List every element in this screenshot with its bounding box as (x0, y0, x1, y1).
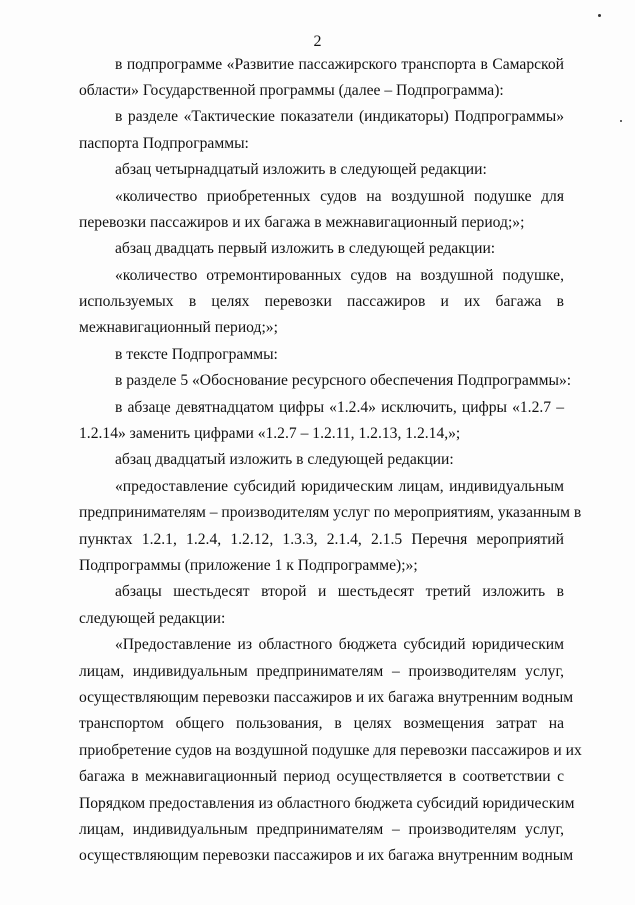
paragraph-line: приобретение судов на воздушной подушке для перевозки пассажиров и их (79, 742, 582, 759)
paragraph-line: лицам, индивидуальным предпринимателям – производителям услуг, (79, 821, 564, 838)
paragraph-line: используемых в целях перевозки пассажиров и их багажа в (79, 293, 564, 310)
paragraph-line: перевозки пассажиров и их багажа в межнавигационный период;»; (79, 214, 525, 231)
paragraph-line: лицам, индивидуальным предпринимателям – производителям услуг, (79, 663, 564, 680)
paragraph-line: в абзаце девятнадцатом цифры «1.2.4» исключить, цифры «1.2.7 – (115, 399, 564, 416)
page-number: 2 (313, 33, 322, 50)
paragraph-line: области» Государственной программы (далее – Подпрограмма): (79, 82, 504, 99)
paragraph-line: в тексте Подпрограммы: (115, 346, 278, 363)
paragraph-line: 1.2.14» заменить цифрами «1.2.7 – 1.2.11, 1.2.13, 1.2.14,»; (79, 425, 461, 442)
scan-speck (620, 120, 622, 122)
paragraph-line: в подпрограмме «Развитие пассажирского транспорта в Самарской (115, 56, 564, 73)
paragraph-line: межнавигационный период;»; (79, 319, 278, 336)
scan-speck (598, 14, 601, 17)
paragraph-line: «предоставление субсидий юридическим лицам, индивидуальным (115, 478, 564, 495)
paragraph-line: Подпрограммы (приложение 1 к Подпрограмме);»; (79, 557, 418, 574)
paragraph-line: багажа в межнавигационный период осуществляется в соответствии с (79, 768, 564, 785)
paragraph-line: абзацы шестьдесят второй и шестьдесят третий изложить в (115, 583, 564, 600)
paragraph-line: предпринимателям – производителям услуг по мероприятиям, указанным в (79, 504, 582, 521)
paragraph-line: в разделе 5 «Обоснование ресурсного обеспечения Подпрограммы»: (115, 372, 572, 389)
paragraph-line: абзац двадцать первый изложить в следующей редакции: (115, 240, 496, 257)
paragraph-line: «количество приобретенных судов на воздушной подушке для (115, 188, 564, 205)
paragraph-line: осуществляющим перевозки пассажиров и их багажа внутренним водным (79, 689, 574, 706)
paragraph-line: пунктах 1.2.1, 1.2.4, 1.2.12, 1.3.3, 2.1.4, 2.1.5 Перечня мероприятий (79, 531, 564, 548)
paragraph-line: «Предоставление из областного бюджета субсидий юридическим (115, 636, 564, 653)
paragraph-line: абзац двадцатый изложить в следующей редакции: (115, 451, 454, 468)
paragraph-line: следующей редакции: (79, 610, 226, 627)
paragraph-line: паспорта Подпрограммы: (79, 135, 249, 152)
paragraph-line: транспортом общего пользования, в целях возмещения затрат на (79, 715, 564, 732)
paragraph-line: в разделе «Тактические показатели (индикаторы) Подпрограммы» (115, 108, 564, 125)
paragraph-line: Порядком предоставления из областного бюджета субсидий юридическим (79, 795, 575, 812)
paragraph-line: «количество отремонтированных судов на воздушной подушке, (115, 267, 564, 284)
paragraph-line: осуществляющим перевозки пассажиров и их багажа внутренним водным (79, 847, 574, 864)
paragraph-line: абзац четырнадцатый изложить в следующей редакции: (115, 161, 487, 178)
